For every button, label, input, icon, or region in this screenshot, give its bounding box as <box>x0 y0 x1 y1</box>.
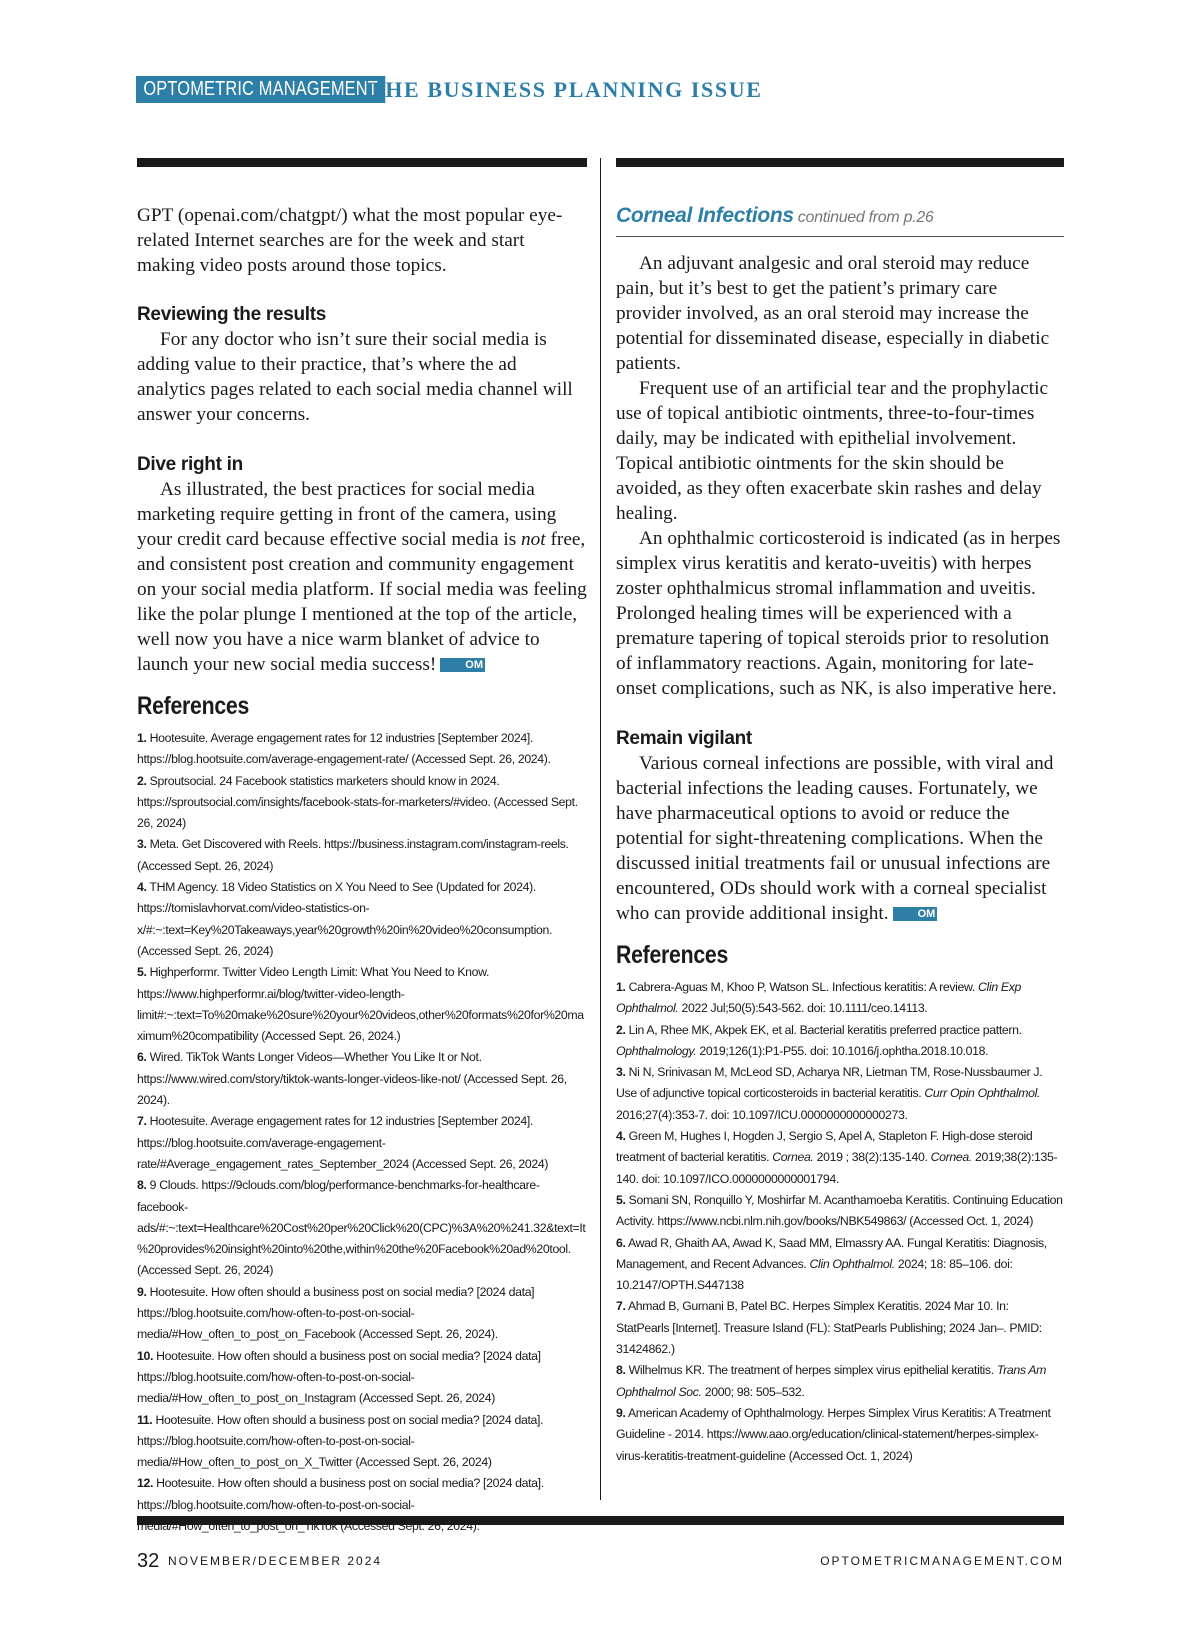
reference-item: 2. Sproutsocial. 24 Facebook statistics marketers should know in 2024. https://sproutsocial.com/insights/facebook-stats-for-marketers/#video. (Accessed Sept. 26, 2024) <box>137 773 578 831</box>
website-url: OPTOMETRICMANAGEMENT.COM <box>820 1554 1064 1568</box>
reference-item: 8. 9 Clouds. https://9clouds.com/blog/performance-benchmarks-for-healthcare-facebook-ads/#:~:text=Healthcare%20Cost%20per%20Click%20(CPC)%3A%20%241.32&text=It%20provides%20insight%20into%20the,within%20the%20Facebook%20ad%20tool. (Accessed Sept. 26, 2024) <box>137 1178 586 1278</box>
body-paragraph: An adjuvant analgesic and oral steroid may reduce pain, but it’s best to get the patient’s primary care provider involved, as an oral steroid may increase the potential for disseminated disease, especially in diabetic patients. <box>616 253 1050 374</box>
column-divider <box>600 158 601 1500</box>
om-logo-badge: OM <box>440 658 485 672</box>
references-list-right <box>616 977 1064 1467</box>
page-number: 32 <box>137 1550 160 1572</box>
reference-item: 5. Highperformr. Twitter Video Length Limit: What You Need to Know. https://www.highperformr.ai/blog/twitter-video-length-limit#:~:text=To%20make%20sure%20your%20videos,other%20formats%20for%20maximum%20compatibility (Accessed Sept. 26, 2024.) <box>137 965 584 1044</box>
body-paragraph: An ophthalmic corticosteroid is indicated (as in herpes simplex virus keratitis and kerato-uveitis) with herpes zoster ophthalmicus stromal inflammation and uveitis. Prolonged healing times will be experienced with a premature tapering of topical steroids prior to resolution of inflammatory reactions. Again, monitoring for late-onset complications, such as NK, is also imperative here. <box>616 528 1061 699</box>
reference-item: 7. Hootesuite. Average engagement rates for 12 industries [September 2024]. https://blog.hootsuite.com/average-engagement-rate/#Average_engagement_rates_September_2024 (Accessed Sept. 26, 2024) <box>137 1114 549 1171</box>
reference-item: 4. Green M, Hughes I, Hogden J, Sergio S, Apel A, Stapleton F. High-dose steroid treatment of bacterial keratitis. Cornea. 2019 ; 38(2):135-140. Cornea. 2019;38(2):135-140. doi: 10.1097/ICO.0000000000001794. <box>616 1129 1058 1186</box>
section-heading-vigilant: Remain vigilant <box>616 728 752 749</box>
reference-item: 9. Hootesuite. How often should a business post on social media? [2024 data] https://blog.hootsuite.com/how-often-to-post-on-social-media/#How_often_to_post_on_Facebook (Accessed Sept. 26, 2024). <box>137 1284 535 1342</box>
section-body-reviewing: For any doctor who isn’t sure their social media is adding value to their practice, that’s where the ad analytics pages related to each social media channel will answer your concerns. <box>137 329 573 425</box>
continued-header <box>616 203 1064 228</box>
continued-underline <box>616 236 1064 237</box>
left-column <box>137 203 587 1537</box>
left-top-rule <box>137 158 587 167</box>
reference-item: 6. Wired. TikTok Wants Longer Videos—Whether You Like It or Not. https://www.wired.com/story/tiktok-wants-longer-videos-like-not/ (Accessed Sept. 26, 2024). <box>137 1050 567 1108</box>
reference-item: 11. Hootesuite. How often should a business post on social media? [2024 data]. https://blog.hootsuite.com/how-often-to-post-on-social-media/#How_often_to_post_on_X_Twitter (Accessed Sept. 26, 2024) <box>137 1412 544 1470</box>
reference-item: 12. Hootesuite. How often should a business post on social media? [2024 data]. https://blog.hootsuite.com/how-often-to-post-on-social-media/#How_often_to_post_on_TikTok (Accessed Sept. 26, 2024). <box>137 1476 544 1533</box>
intro-paragraph: GPT (openai.com/chatgpt/) what the most popular eye-related Internet searches are for the week and start making video posts around those topics. <box>137 205 563 276</box>
references-list-left <box>137 728 587 1537</box>
reference-item: 9. American Academy of Ophthalmology. Herpes Simplex Virus Keratitis: A Treatment Guideline - 2014. https://www.aao.org/education/clinical-statement/herpes-simplex-virus-keratitis-treatment-guideline (Accessed Oct. 1, 2024) <box>616 1405 1051 1463</box>
references-heading-left: References <box>137 692 250 720</box>
reference-item: 3. Meta. Get Discovered with Reels. https://business.instagram.com/instagram-reels. (Accessed Sept. 26, 2024) <box>137 837 569 873</box>
right-top-rule <box>616 158 1064 167</box>
section-heading-dive: Dive right in <box>137 454 243 475</box>
section-body-vigilant: Various corneal infections are possible, with viral and bacterial infections the leading causes. Fortunately, we have pharmaceutical options to avoid or reduce the potential for sight-threatening complications. When the discussed initial treatments fail or unusual infections are encountered, ODs should work with a corneal specialist who can provide additional insight. OM <box>616 753 1054 924</box>
reference-item: 4. THM Agency. 18 Video Statistics on X You Need to See (Updated for 2024). https://tomislavhorvat.com/video-statistics-on-x/#:~:text=Key%20Takeaways,year%20growth%20in%20video%20consumption. (Accessed Sept. 26, 2024) <box>137 880 553 958</box>
reference-item: 10. Hootesuite. How often should a business post on social media? [2024 data] https://blog.hootsuite.com/how-often-to-post-on-social-media/#How_often_to_post_on_Instagram (Accessed Sept. 26, 2024) <box>137 1348 541 1406</box>
om-logo-badge: OM <box>893 907 938 921</box>
issue-title: THE BUSINESS PLANNING ISSUE <box>369 77 763 102</box>
reference-item: 6. Awad R, Ghaith AA, Awad K, Saad MM, Elmassry AA. Fungal Keratitis: Diagnosis, Management, and Recent Advances. Clin Ophthalmol. 2024; 18: 85–106. doi: 10.2147/OPTH.S447138 <box>616 1235 1047 1293</box>
reference-item: 8. Wilhelmus KR. The treatment of herpes simplex virus epithelial keratitis. Trans Am Ophthalmol Soc. 2000; 98: 505–532. <box>616 1363 1046 1399</box>
right-column <box>616 203 1064 1467</box>
section-body-dive: As illustrated, the best practices for social media marketing require getting in front of the camera, using your credit card because effective social media is not free, and consistent post creation and community engagement on your social media platform. If social media was feeling like the polar plunge I mentioned at the top of the article, well now you have a nice warm blanket of advice to launch your new social media success! OM <box>137 479 587 675</box>
references-heading-right: References <box>616 941 729 969</box>
reference-item: 3. Ni N, Srinivasan M, McLeod SD, Acharya NR, Lietman TM, Rose-Nussbaumer J. Use of adjunctive topical corticosteroids in bacterial keratitis. Curr Opin Ophthalmol. 2016;27(4):353-7. doi: 10.1097/ICU.0000000000000273. <box>616 1065 1043 1122</box>
reference-item: 7. Ahmad B, Gurnani B, Patel BC. Herpes Simplex Keratitis. 2024 Mar 10. In: StatPearls [Internet]. Treasure Island (FL): StatPearls Publishing; 2024 Jan–. PMID: 31424862.) <box>616 1299 1042 1357</box>
body-paragraph: Frequent use of an artificial tear and the prophylactic use of topical antibiotic ointments, three-to-four-times daily, may be indicated with epithelial involvement. Topical antibiotic ointments for the skin should be avoided, as they often exacerbate skin rashes and delay healing. <box>616 378 1049 524</box>
continued-from-note: continued from p.26 <box>797 209 934 226</box>
issue-date: NOVEMBER/DECEMBER 2024 <box>168 1554 383 1568</box>
reference-item: 1. Cabrera-Aguas M, Khoo P, Watson SL. Infectious keratitis: A review. Clin Exp Ophthalmol. 2022 Jul;50(5):543-562. doi: 10.1111/ceo.14113. <box>616 980 1022 1016</box>
reference-item: 5. Somani SN, Ronquillo Y, Moshirfar M. Acanthamoeba Keratitis. Continuing Education Activity. https://www.ncbi.nlm.nih.gov/books/NBK549863/ (Accessed Oct. 1, 2024) <box>616 1192 1063 1229</box>
reference-item: 1. Hootesuite. Average engagement rates for 12 industries [September 2024]. https://blog.hootsuite.com/average-engagement-rate/ (Accessed Sept. 26, 2024). <box>137 731 551 767</box>
section-heading-reviewing: Reviewing the results <box>137 304 327 325</box>
continued-title: Corneal Infections <box>616 204 794 227</box>
reference-item: 2. Lin A, Rhee MK, Akpek EK, et al. Bacterial keratitis preferred practice pattern. Ophthalmology. 2019;126(1):P1-P55. doi: 10.1016/j.ophtha.2018.10.018. <box>616 1022 1022 1058</box>
magazine-name-label: OPTOMETRIC MANAGEMENT <box>136 76 385 103</box>
continued-paragraphs <box>616 251 1064 701</box>
